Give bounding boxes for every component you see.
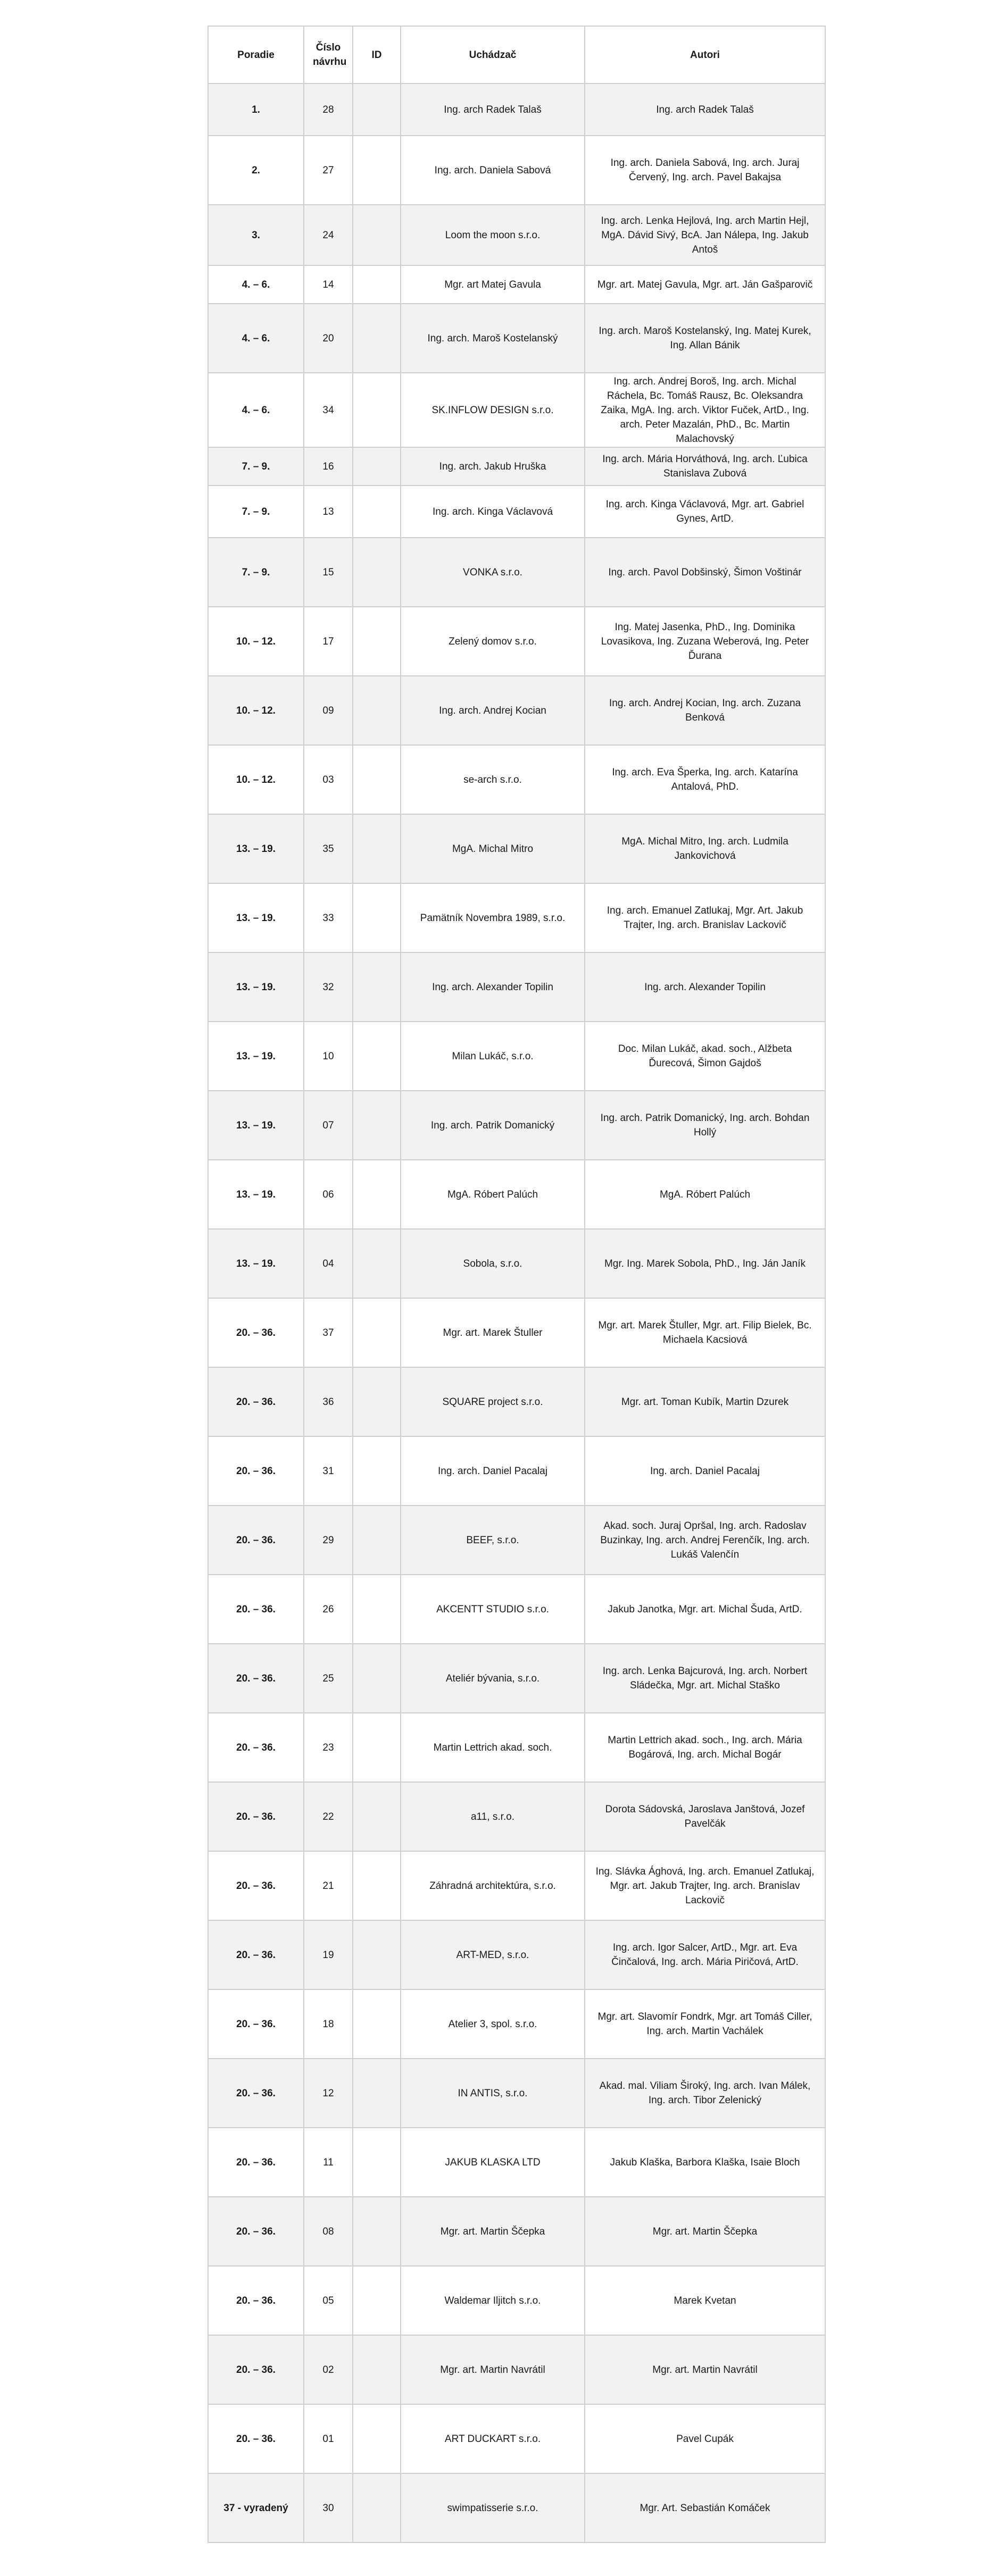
cell-id xyxy=(353,2059,401,2128)
cell-id xyxy=(353,814,401,883)
table-row xyxy=(208,373,825,447)
cell-number: 14 xyxy=(304,265,353,304)
cell-authors: Jakub Klaška, Barbora Klaška, Isaie Bloch xyxy=(585,2128,825,2197)
cell-number: 07 xyxy=(304,1091,353,1160)
cell-authors: Ing. Slávka Ághová, Ing. arch. Emanuel Zatlukaj, Mgr. art. Jakub Trajter, Ing. arch. Branislav Lackovič xyxy=(585,1851,825,1920)
cell-rank: 20. – 36. xyxy=(208,1713,304,1782)
cell-id xyxy=(353,304,401,373)
cell-authors: Ing. arch Radek Talaš xyxy=(585,83,825,136)
cell-applicant: BEEF, s.r.o. xyxy=(401,1506,585,1575)
cell-number: 34 xyxy=(304,373,353,447)
cell-id xyxy=(353,205,401,265)
cell-applicant: Ing. arch. Daniela Sabová xyxy=(401,136,585,205)
cell-rank: 10. – 12. xyxy=(208,676,304,745)
header-rank: Poradie xyxy=(208,26,304,83)
cell-id xyxy=(353,1091,401,1160)
cell-number: 05 xyxy=(304,2266,353,2335)
cell-applicant: Zelený domov s.r.o. xyxy=(401,607,585,676)
cell-applicant: MgA. Michal Mitro xyxy=(401,814,585,883)
header-number: Číslo návrhu xyxy=(304,26,353,83)
cell-number: 23 xyxy=(304,1713,353,1782)
table-row xyxy=(208,1713,825,1782)
cell-rank: 37 - vyradený xyxy=(208,2473,304,2542)
cell-id xyxy=(353,2404,401,2473)
cell-authors: Mgr. art. Slavomír Fondrk, Mgr. art Tomáš Ciller, Ing. arch. Martin Vachálek xyxy=(585,1989,825,2059)
cell-rank: 10. – 12. xyxy=(208,607,304,676)
cell-number: 09 xyxy=(304,676,353,745)
cell-applicant: ART DUCKART s.r.o. xyxy=(401,2404,585,2473)
cell-applicant: swimpatisserie s.r.o. xyxy=(401,2473,585,2542)
table-row xyxy=(208,1782,825,1851)
cell-number: 06 xyxy=(304,1160,353,1229)
cell-applicant: Pamätník Novembra 1989, s.r.o. xyxy=(401,883,585,952)
cell-rank: 13. – 19. xyxy=(208,883,304,952)
table-row xyxy=(208,1160,825,1229)
cell-id xyxy=(353,2266,401,2335)
cell-number: 33 xyxy=(304,883,353,952)
cell-number: 01 xyxy=(304,2404,353,2473)
cell-applicant: Ing. arch. Daniel Pacalaj xyxy=(401,1436,585,1506)
cell-id xyxy=(353,1851,401,1920)
cell-authors: MgA. Michal Mitro, Ing. arch. Ludmila Jankovichová xyxy=(585,814,825,883)
table-body xyxy=(208,83,825,2542)
cell-id xyxy=(353,1160,401,1229)
cell-id xyxy=(353,1989,401,2059)
cell-id xyxy=(353,265,401,304)
cell-id xyxy=(353,1229,401,1298)
cell-applicant: Atelier 3, spol. s.r.o. xyxy=(401,1989,585,2059)
cell-applicant: Záhradná architektúra, s.r.o. xyxy=(401,1851,585,1920)
cell-number: 04 xyxy=(304,1229,353,1298)
table-row xyxy=(208,607,825,676)
table-row xyxy=(208,1851,825,1920)
cell-id xyxy=(353,1713,401,1782)
cell-number: 32 xyxy=(304,952,353,1022)
cell-number: 18 xyxy=(304,1989,353,2059)
cell-id xyxy=(353,2128,401,2197)
cell-id xyxy=(353,1436,401,1506)
cell-number: 36 xyxy=(304,1367,353,1436)
cell-number: 08 xyxy=(304,2197,353,2266)
cell-rank: 20. – 36. xyxy=(208,1298,304,1367)
table-row xyxy=(208,205,825,265)
header-row xyxy=(208,26,825,83)
cell-applicant: Waldemar Iljitch s.r.o. xyxy=(401,2266,585,2335)
cell-rank: 10. – 12. xyxy=(208,745,304,814)
cell-applicant: Martin Lettrich akad. soch. xyxy=(401,1713,585,1782)
cell-rank: 20. – 36. xyxy=(208,2335,304,2404)
cell-authors: Marek Kvetan xyxy=(585,2266,825,2335)
table-row xyxy=(208,1644,825,1713)
cell-id xyxy=(353,1782,401,1851)
cell-authors: Doc. Milan Lukáč, akad. soch., Alžbeta Ďurecová, Šimon Gajdoš xyxy=(585,1022,825,1091)
cell-rank: 7. – 9. xyxy=(208,538,304,607)
cell-rank: 7. – 9. xyxy=(208,447,304,486)
cell-applicant: SK.INFLOW DESIGN s.r.o. xyxy=(401,373,585,447)
table-row xyxy=(208,1506,825,1575)
cell-applicant: Ing. arch. Kinga Václavová xyxy=(401,486,585,538)
cell-applicant: IN ANTIS, s.r.o. xyxy=(401,2059,585,2128)
table-row xyxy=(208,814,825,883)
cell-rank: 20. – 36. xyxy=(208,1506,304,1575)
cell-id xyxy=(353,1575,401,1644)
table-row xyxy=(208,265,825,304)
cell-rank: 20. – 36. xyxy=(208,2266,304,2335)
cell-rank: 13. – 19. xyxy=(208,1160,304,1229)
cell-id xyxy=(353,136,401,205)
cell-authors: Akad. mal. Viliam Široký, Ing. arch. Ivan Málek, Ing. arch. Tibor Zelenický xyxy=(585,2059,825,2128)
cell-number: 22 xyxy=(304,1782,353,1851)
table-row xyxy=(208,1575,825,1644)
table-row xyxy=(208,2404,825,2473)
cell-number: 29 xyxy=(304,1506,353,1575)
table-row xyxy=(208,486,825,538)
table-row xyxy=(208,1367,825,1436)
cell-id xyxy=(353,83,401,136)
table-row xyxy=(208,952,825,1022)
cell-number: 28 xyxy=(304,83,353,136)
cell-authors: Mgr. art. Marek Štuller, Mgr. art. Filip Bielek, Bc. Michaela Kacsiová xyxy=(585,1298,825,1367)
cell-applicant: Mgr. art. Martin Ščepka xyxy=(401,2197,585,2266)
cell-authors: MgA. Róbert Palúch xyxy=(585,1160,825,1229)
cell-rank: 13. – 19. xyxy=(208,814,304,883)
cell-number: 31 xyxy=(304,1436,353,1506)
cell-authors: Pavel Cupák xyxy=(585,2404,825,2473)
cell-rank: 20. – 36. xyxy=(208,1436,304,1506)
cell-authors: Ing. arch. Mária Horváthová, Ing. arch. Ľubica Stanislava Zubová xyxy=(585,447,825,486)
table-row xyxy=(208,538,825,607)
cell-applicant: VONKA s.r.o. xyxy=(401,538,585,607)
cell-number: 35 xyxy=(304,814,353,883)
cell-authors: Ing. arch. Patrik Domanický, Ing. arch. Bohdan Hollý xyxy=(585,1091,825,1160)
cell-authors: Akad. soch. Juraj Opršal, Ing. arch. Radoslav Buzinkay, Ing. arch. Andrej Ferenčík, Ing. arch. Lukáš Valenčín xyxy=(585,1506,825,1575)
table-row xyxy=(208,676,825,745)
cell-applicant: Loom the moon s.r.o. xyxy=(401,205,585,265)
cell-id xyxy=(353,745,401,814)
cell-rank: 4. – 6. xyxy=(208,373,304,447)
cell-authors: Ing. arch. Andrej Kocian, Ing. arch. Zuzana Benková xyxy=(585,676,825,745)
table-row xyxy=(208,1920,825,1989)
cell-rank: 4. – 6. xyxy=(208,265,304,304)
table-row xyxy=(208,2197,825,2266)
cell-number: 21 xyxy=(304,1851,353,1920)
cell-rank: 20. – 36. xyxy=(208,1851,304,1920)
cell-rank: 7. – 9. xyxy=(208,486,304,538)
header-applicant: Uchádzač xyxy=(401,26,585,83)
header-id: ID xyxy=(353,26,401,83)
cell-applicant: Ing. arch. Andrej Kocian xyxy=(401,676,585,745)
cell-rank: 13. – 19. xyxy=(208,1022,304,1091)
cell-authors: Mgr. art. Martin Navrátil xyxy=(585,2335,825,2404)
cell-authors: Mgr. art. Martin Ščepka xyxy=(585,2197,825,2266)
cell-rank: 20. – 36. xyxy=(208,2128,304,2197)
cell-rank: 1. xyxy=(208,83,304,136)
cell-authors: Ing. arch. Daniel Pacalaj xyxy=(585,1436,825,1506)
cell-id xyxy=(353,2473,401,2542)
cell-applicant: AKCENTT STUDIO s.r.o. xyxy=(401,1575,585,1644)
table-row xyxy=(208,1022,825,1091)
cell-number: 25 xyxy=(304,1644,353,1713)
cell-id xyxy=(353,373,401,447)
header-authors: Autori xyxy=(585,26,825,83)
cell-rank: 20. – 36. xyxy=(208,2404,304,2473)
cell-authors: Jakub Janotka, Mgr. art. Michal Šuda, ArtD. xyxy=(585,1575,825,1644)
cell-applicant: a11, s.r.o. xyxy=(401,1782,585,1851)
cell-id xyxy=(353,1367,401,1436)
cell-number: 15 xyxy=(304,538,353,607)
table-row xyxy=(208,1436,825,1506)
cell-rank: 20. – 36. xyxy=(208,1989,304,2059)
cell-applicant: SQUARE project s.r.o. xyxy=(401,1367,585,1436)
table-row xyxy=(208,136,825,205)
cell-id xyxy=(353,2335,401,2404)
cell-authors: Ing. arch. Eva Šperka, Ing. arch. Katarína Antalová, PhD. xyxy=(585,745,825,814)
cell-number: 16 xyxy=(304,447,353,486)
cell-rank: 13. – 19. xyxy=(208,1229,304,1298)
cell-authors: Ing. Matej Jasenka, PhD., Ing. Dominika Lovasikova, Ing. Zuzana Weberová, Ing. Peter Ďurana xyxy=(585,607,825,676)
table-row xyxy=(208,2059,825,2128)
cell-authors: Ing. arch. Andrej Boroš, Ing. arch. Michal Ráchela, Bc. Tomáš Rausz, Bc. Oleksandra Zaika, MgA. Ing. arch. Viktor Fuček, ArtD., Ing. arch. Peter Mazalán, PhD., Bc. Martin Malachovský xyxy=(585,373,825,447)
cell-authors: Mgr. art. Matej Gavula, Mgr. art. Ján Gašparovič xyxy=(585,265,825,304)
cell-id xyxy=(353,883,401,952)
cell-id xyxy=(353,1506,401,1575)
cell-number: 17 xyxy=(304,607,353,676)
cell-id xyxy=(353,447,401,486)
cell-applicant: ART-MED, s.r.o. xyxy=(401,1920,585,1989)
table-row xyxy=(208,83,825,136)
cell-number: 11 xyxy=(304,2128,353,2197)
cell-id xyxy=(353,1920,401,1989)
cell-applicant: Mgr. art Matej Gavula xyxy=(401,265,585,304)
cell-applicant: Ing. arch Radek Talaš xyxy=(401,83,585,136)
cell-number: 02 xyxy=(304,2335,353,2404)
cell-number: 37 xyxy=(304,1298,353,1367)
cell-id xyxy=(353,1022,401,1091)
cell-number: 10 xyxy=(304,1022,353,1091)
cell-applicant: Milan Lukáč, s.r.o. xyxy=(401,1022,585,1091)
cell-applicant: JAKUB KLASKA LTD xyxy=(401,2128,585,2197)
cell-applicant: Ing. arch. Patrik Domanický xyxy=(401,1091,585,1160)
cell-authors: Mgr. Art. Sebastián Komáček xyxy=(585,2473,825,2542)
cell-rank: 20. – 36. xyxy=(208,1782,304,1851)
table-row xyxy=(208,2128,825,2197)
cell-number: 24 xyxy=(304,205,353,265)
table-row xyxy=(208,1091,825,1160)
cell-rank: 20. – 36. xyxy=(208,1644,304,1713)
cell-authors: Mgr. art. Toman Kubík, Martin Dzurek xyxy=(585,1367,825,1436)
table-row xyxy=(208,304,825,373)
cell-id xyxy=(353,607,401,676)
cell-number: 26 xyxy=(304,1575,353,1644)
cell-authors: Ing. arch. Pavol Dobšinský, Šimon Voštinár xyxy=(585,538,825,607)
cell-rank: 20. – 36. xyxy=(208,2059,304,2128)
cell-authors: Ing. arch. Igor Salcer, ArtD., Mgr. art. Eva Činčalová, Ing. arch. Mária Piričová, ArtD. xyxy=(585,1920,825,1989)
table-row xyxy=(208,1989,825,2059)
cell-id xyxy=(353,486,401,538)
cell-number: 30 xyxy=(304,2473,353,2542)
cell-applicant: se-arch s.r.o. xyxy=(401,745,585,814)
cell-id xyxy=(353,1644,401,1713)
cell-authors: Mgr. Ing. Marek Sobola, PhD., Ing. Ján Janík xyxy=(585,1229,825,1298)
table-row xyxy=(208,2266,825,2335)
cell-number: 20 xyxy=(304,304,353,373)
table-row xyxy=(208,447,825,486)
cell-authors: Ing. arch. Daniela Sabová, Ing. arch. Juraj Červený, Ing. arch. Pavel Bakajsa xyxy=(585,136,825,205)
cell-authors: Ing. arch. Lenka Hejlová, Ing. arch Martin Hejl, MgA. Dávid Sivý, BcA. Jan Nálepa, Ing. Jakub Antoš xyxy=(585,205,825,265)
cell-id xyxy=(353,2197,401,2266)
cell-authors: Ing. arch. Emanuel Zatlukaj, Mgr. Art. Jakub Trajter, Ing. arch. Branislav Lackovič xyxy=(585,883,825,952)
cell-authors: Ing. arch. Maroš Kostelanský, Ing. Matej Kurek, Ing. Allan Bánik xyxy=(585,304,825,373)
cell-applicant: Ing. arch. Maroš Kostelanský xyxy=(401,304,585,373)
cell-id xyxy=(353,538,401,607)
cell-applicant: Ing. arch. Alexander Topilin xyxy=(401,952,585,1022)
cell-rank: 4. – 6. xyxy=(208,304,304,373)
cell-rank: 13. – 19. xyxy=(208,952,304,1022)
table-row xyxy=(208,2473,825,2542)
cell-id xyxy=(353,952,401,1022)
cell-authors: Dorota Sádovská, Jaroslava Janštová, Jozef Pavelčák xyxy=(585,1782,825,1851)
cell-rank: 20. – 36. xyxy=(208,1575,304,1644)
cell-id xyxy=(353,1298,401,1367)
cell-number: 19 xyxy=(304,1920,353,1989)
cell-applicant: MgA. Róbert Palúch xyxy=(401,1160,585,1229)
cell-rank: 20. – 36. xyxy=(208,2197,304,2266)
cell-authors: Martin Lettrich akad. soch., Ing. arch. Mária Bogárová, Ing. arch. Michal Bogár xyxy=(585,1713,825,1782)
table-row xyxy=(208,2335,825,2404)
cell-authors: Ing. arch. Lenka Bajcurová, Ing. arch. Norbert Sládečka, Mgr. art. Michal Staško xyxy=(585,1644,825,1713)
table-row xyxy=(208,1298,825,1367)
results-table xyxy=(208,26,826,2543)
cell-applicant: Sobola, s.r.o. xyxy=(401,1229,585,1298)
cell-rank: 2. xyxy=(208,136,304,205)
cell-applicant: Ateliér bývania, s.r.o. xyxy=(401,1644,585,1713)
cell-rank: 20. – 36. xyxy=(208,1920,304,1989)
cell-number: 03 xyxy=(304,745,353,814)
cell-authors: Ing. arch. Alexander Topilin xyxy=(585,952,825,1022)
cell-rank: 13. – 19. xyxy=(208,1091,304,1160)
cell-rank: 20. – 36. xyxy=(208,1367,304,1436)
table-row xyxy=(208,883,825,952)
cell-applicant: Mgr. art. Martin Navrátil xyxy=(401,2335,585,2404)
cell-number: 12 xyxy=(304,2059,353,2128)
cell-rank: 3. xyxy=(208,205,304,265)
cell-number: 13 xyxy=(304,486,353,538)
cell-applicant: Ing. arch. Jakub Hruška xyxy=(401,447,585,486)
table-row xyxy=(208,1229,825,1298)
table-row xyxy=(208,745,825,814)
cell-applicant: Mgr. art. Marek Štuller xyxy=(401,1298,585,1367)
cell-authors: Ing. arch. Kinga Václavová, Mgr. art. Gabriel Gynes, ArtD. xyxy=(585,486,825,538)
cell-number: 27 xyxy=(304,136,353,205)
cell-id xyxy=(353,676,401,745)
